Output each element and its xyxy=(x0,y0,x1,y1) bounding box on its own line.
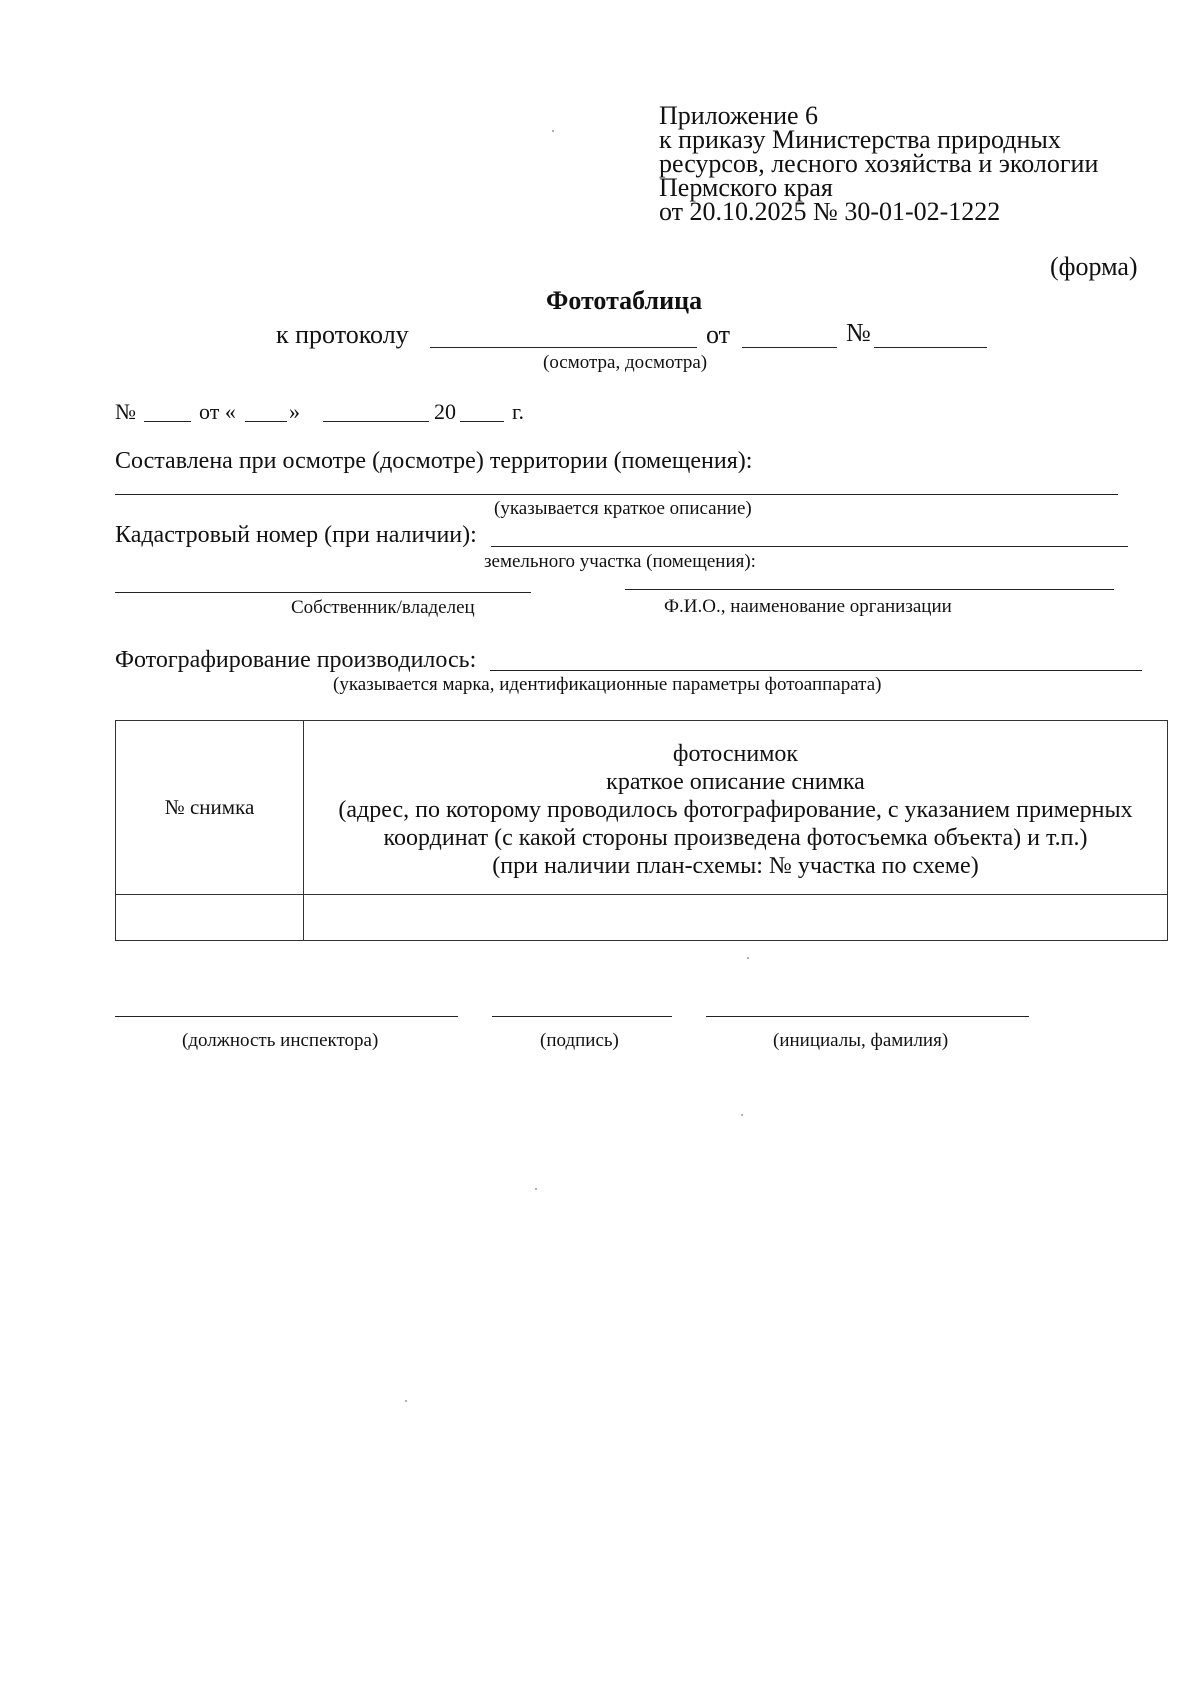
appendix-line: Приложение 6 xyxy=(659,101,819,130)
owner-caption-left: Собственник/владелец xyxy=(291,597,475,618)
photo-label: Фотографирование производилось: xyxy=(115,647,477,673)
protocol-from: от xyxy=(706,320,731,349)
scan-speck xyxy=(552,130,554,132)
signature-caption: (подпись) xyxy=(540,1030,619,1051)
cadastral-caption: земельного участка (помещения): xyxy=(484,551,756,572)
header-line: (адрес, по которому проводилось фотографирование, с указанием примерных xyxy=(338,796,1133,823)
photo-table xyxy=(115,720,1168,941)
owner-field[interactable] xyxy=(115,592,531,593)
date-quote-close: » xyxy=(289,399,300,424)
header-line: (при наличии план-схемы: № участка по схеме) xyxy=(492,852,979,879)
scan-speck xyxy=(535,1188,537,1190)
photo-number-cell[interactable] xyxy=(116,895,304,941)
header-line: координат (с какой стороны произведена фотосъемка объекта) и т.п.) xyxy=(383,824,1088,851)
owner-name-field[interactable] xyxy=(625,589,1114,590)
compiled-description-field[interactable] xyxy=(115,494,1118,495)
document-title: Фототаблица xyxy=(546,286,703,315)
inspector-name-field[interactable] xyxy=(706,1016,1029,1017)
appendix-line: Пермского края xyxy=(659,173,833,202)
appendix-line: ресурсов, лесного хозяйства и экологии xyxy=(659,149,1099,178)
date-number-sign: № xyxy=(115,399,136,424)
inspector-name-caption: (инициалы, фамилия) xyxy=(773,1030,949,1051)
date-year-field[interactable] xyxy=(460,421,504,422)
owner-caption-right: Ф.И.О., наименование организации xyxy=(664,596,952,617)
protocol-caption: (осмотра, досмотра) xyxy=(543,352,708,373)
date-number-field[interactable] xyxy=(144,421,191,422)
table-header-row xyxy=(116,721,1168,895)
inspector-position-caption: (должность инспектора) xyxy=(182,1030,379,1051)
signature-field[interactable] xyxy=(492,1016,672,1017)
cadastral-label: Кадастровый номер (при наличии): xyxy=(115,522,477,548)
inspector-position-field[interactable] xyxy=(115,1016,458,1017)
photo-number-header: № снимка xyxy=(116,721,304,895)
photo-camera-field[interactable] xyxy=(490,670,1142,671)
date-month-field[interactable] xyxy=(323,421,429,422)
date-year-prefix: 20 xyxy=(434,399,456,424)
compiled-caption: (указывается краткое описание) xyxy=(494,498,752,519)
appendix-line: от 20.10.2025 № 30-01-02-1222 xyxy=(659,197,1001,226)
form-label: (форма) xyxy=(1050,252,1138,281)
header-line: краткое описание снимка xyxy=(606,768,865,795)
photo-caption: (указывается марка, идентификационные параметры фотоаппарата) xyxy=(333,674,882,695)
table-row xyxy=(116,895,1168,941)
protocol-number-field[interactable] xyxy=(874,347,987,348)
protocol-number-sign: № xyxy=(846,318,871,347)
cadastral-number-field[interactable] xyxy=(491,546,1128,547)
photo-description-header xyxy=(304,721,1168,895)
date-from: от « xyxy=(199,399,236,424)
protocol-kind-field[interactable] xyxy=(430,347,697,348)
date-year-suffix: г. xyxy=(512,399,525,424)
appendix-header xyxy=(659,101,1099,226)
photo-description-cell[interactable] xyxy=(304,895,1168,941)
scan-speck xyxy=(747,957,749,959)
appendix-line: к приказу Министерства природных xyxy=(659,125,1061,154)
protocol-date-field[interactable] xyxy=(742,347,837,348)
date-day-field[interactable] xyxy=(245,421,287,422)
scan-speck xyxy=(405,1400,407,1402)
compiled-label: Составлена при осмотре (досмотре) территории (помещения): xyxy=(115,448,753,474)
protocol-prefix: к протоколу xyxy=(276,320,409,349)
header-line: фотоснимок xyxy=(672,740,799,767)
scan-speck xyxy=(741,1114,743,1116)
